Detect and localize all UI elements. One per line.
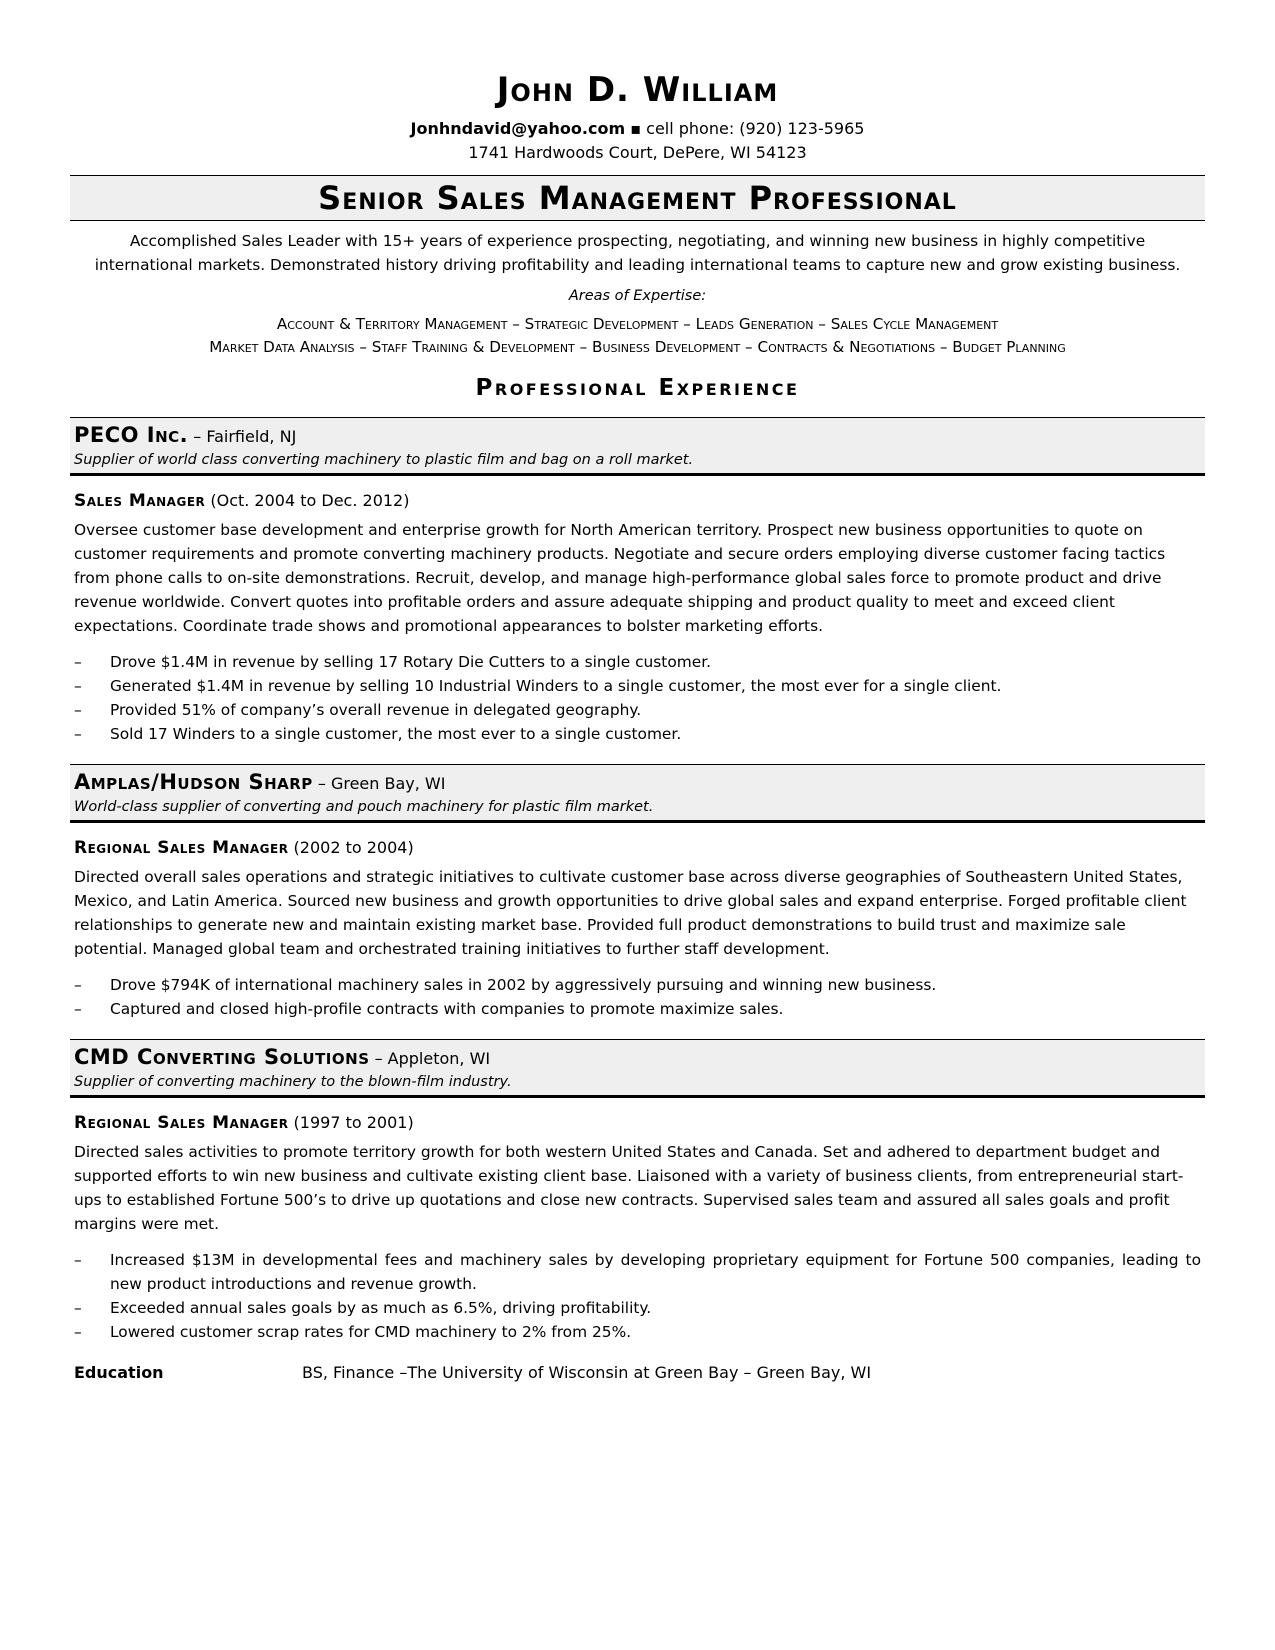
role-dates: (1997 to 2001) xyxy=(288,1113,414,1132)
company-line xyxy=(74,769,1201,797)
summary-paragraph xyxy=(70,229,1205,277)
achievement-text: Sold 17 Winders to a single customer, the most ever to a single customer. xyxy=(110,725,682,743)
list-item xyxy=(74,674,1201,698)
list-item xyxy=(74,650,1201,674)
candidate-name: John D. William xyxy=(496,70,779,110)
list-item xyxy=(74,722,1201,746)
role-title: Sales Manager xyxy=(74,491,206,511)
achievement-text: Drove $794K of international machinery sales in 2002 by aggressively pursuing and winning new business. xyxy=(110,976,937,994)
headline-title: Senior Sales Management Professional xyxy=(70,175,1205,221)
job-entry xyxy=(70,1039,1205,1344)
achievement-list xyxy=(74,1248,1201,1344)
dash-bullet-icon: – xyxy=(74,1299,82,1317)
experience-section-title: Professional Experience xyxy=(475,375,800,401)
expertise-line: Account & Territory Management – Strategic Development – Leads Generation – Sales Cycle Management xyxy=(276,315,999,333)
company-name: PECO Inc. xyxy=(74,423,189,447)
contact-line-1 xyxy=(70,117,1205,141)
role-line xyxy=(74,488,1201,514)
company-location: – Appleton, WI xyxy=(369,1049,491,1068)
achievement-text: Exceeded annual sales goals by as much as 6.5%, driving profitability. xyxy=(110,1299,652,1317)
achievement-text: Captured and closed high-profile contracts with companies to promote maximize sales. xyxy=(110,1000,784,1018)
role-dates: (2002 to 2004) xyxy=(288,838,414,857)
role-description: Directed overall sales operations and strategic initiatives to cultivate customer base across diverse geographies of Southeastern United States, Mexico, and Latin America. Sourced new business and growth opportunities to drive global sales and expand enterprise. Forged profitable client relationships to generate new and maintain existing market base. Provided full product demonstrations to build trust and maximize sale potential. Managed global team and orchestrated training initiatives to further staff development. xyxy=(74,868,1187,958)
list-item xyxy=(74,997,1201,1021)
achievement-text: Lowered customer scrap rates for CMD machinery to 2% from 25%. xyxy=(110,1323,632,1341)
square-bullet-icon: ▪ xyxy=(630,119,642,138)
company-location: – Fairfield, NJ xyxy=(188,427,297,446)
contact-block xyxy=(70,117,1205,165)
company-line xyxy=(74,422,1201,450)
job-entry xyxy=(70,417,1205,746)
dash-bullet-icon: – xyxy=(74,725,82,743)
list-item xyxy=(74,973,1201,997)
dash-bullet-icon: – xyxy=(74,677,82,695)
list-item xyxy=(74,1296,1201,1320)
company-location: – Green Bay, WI xyxy=(312,774,446,793)
list-item xyxy=(74,698,1201,722)
company-description: Supplier of converting machinery to the blown-film industry. xyxy=(74,1074,512,1090)
achievement-text: Increased $13M in developmental fees and machinery sales by developing proprietary equipment for Fortune 500 companies, leading to new product introductions and revenue growth. xyxy=(110,1251,1201,1293)
achievement-text: Generated $1.4M in revenue by selling 10 Industrial Winders to a single customer, the most ever for a single client. xyxy=(110,677,1002,695)
list-item xyxy=(74,1248,1201,1296)
role-description: Directed sales activities to promote territory growth for both western United States and Canada. Set and adhered to department budget and supported efforts to win new business and cultivate existing client base. Liaisoned with a variety of business clients, from entrepreneurial start-ups to established Fortune 500’s to drive up quotations and close new contracts. Supervised sales team and assured all sales goals and profit margins were met. xyxy=(74,1143,1184,1233)
company-header xyxy=(70,1039,1205,1098)
company-name: Amplas/Hudson Sharp xyxy=(74,770,313,794)
dash-bullet-icon: – xyxy=(74,701,82,719)
address: 1741 Hardwoods Court, DePere, WI 54123 xyxy=(468,143,807,162)
list-item xyxy=(74,1320,1201,1344)
company-description: World-class supplier of converting and pouch machinery for plastic film market. xyxy=(74,799,654,815)
role-title: Regional Sales Manager xyxy=(74,1113,289,1133)
role-line xyxy=(74,835,1201,861)
company-header xyxy=(70,764,1205,823)
company-header xyxy=(70,417,1205,476)
company-line xyxy=(74,1044,1201,1072)
role-dates: (Oct. 2004 to Dec. 2012) xyxy=(205,491,410,510)
company-description: Supplier of world class converting machinery to plastic film and bag on a roll market. xyxy=(74,452,694,468)
achievement-text: Drove $1.4M in revenue by selling 17 Rotary Die Cutters to a single customer. xyxy=(110,653,712,671)
achievement-text: Provided 51% of company’s overall revenue in delegated geography. xyxy=(110,701,642,719)
dash-bullet-icon: – xyxy=(74,976,82,994)
role-title: Regional Sales Manager xyxy=(74,838,289,858)
expertise-label: Areas of Expertise: xyxy=(568,288,707,304)
dash-bullet-icon: – xyxy=(74,653,82,671)
phone-number: cell phone: (920) 123-5965 xyxy=(646,119,865,138)
dash-bullet-icon: – xyxy=(74,1323,82,1341)
summary-line: Accomplished Sales Leader with 15+ years of experience prospecting, negotiating, and winning new business in highly competitive xyxy=(129,232,1146,250)
role-description: Oversee customer base development and enterprise growth for North American territory. Prospect new business opportunities to quote on customer requirements and promote converting machinery products. Negotiate and secure orders employing diverse customer facing tactics from phone calls to on-site demonstrations. Recruit, develop, and manage high-performance global sales force to promote product and drive revenue worldwide. Convert quotes into profitable orders and assure adequate shipping and product quality to meet and exceed client expectations. Coordinate trade shows and promotional appearances to bolster marketing efforts. xyxy=(74,521,1166,635)
email-link[interactable]: Jonhndavid@yahoo.com xyxy=(410,119,626,138)
achievement-list xyxy=(74,973,1201,1021)
dash-bullet-icon: – xyxy=(74,1000,82,1018)
role-line xyxy=(74,1110,1201,1136)
education-row xyxy=(74,1360,1201,1386)
dash-bullet-icon: – xyxy=(74,1251,82,1269)
achievement-list xyxy=(74,650,1201,746)
education-value: BS, Finance –The University of Wisconsin at Green Bay – Green Bay, WI xyxy=(302,1363,872,1382)
expertise-list xyxy=(70,313,1205,359)
expertise-line: Market Data Analysis – Staff Training & Development – Business Development – Contracts & Negotiations – Budget Planning xyxy=(209,338,1066,356)
summary-line: international markets. Demonstrated history driving profitability and leading international teams to capture new and grow existing business. xyxy=(94,256,1181,274)
job-entry xyxy=(70,764,1205,1021)
education-label: Education xyxy=(74,1363,164,1382)
company-name: CMD Converting Solutions xyxy=(74,1045,370,1069)
